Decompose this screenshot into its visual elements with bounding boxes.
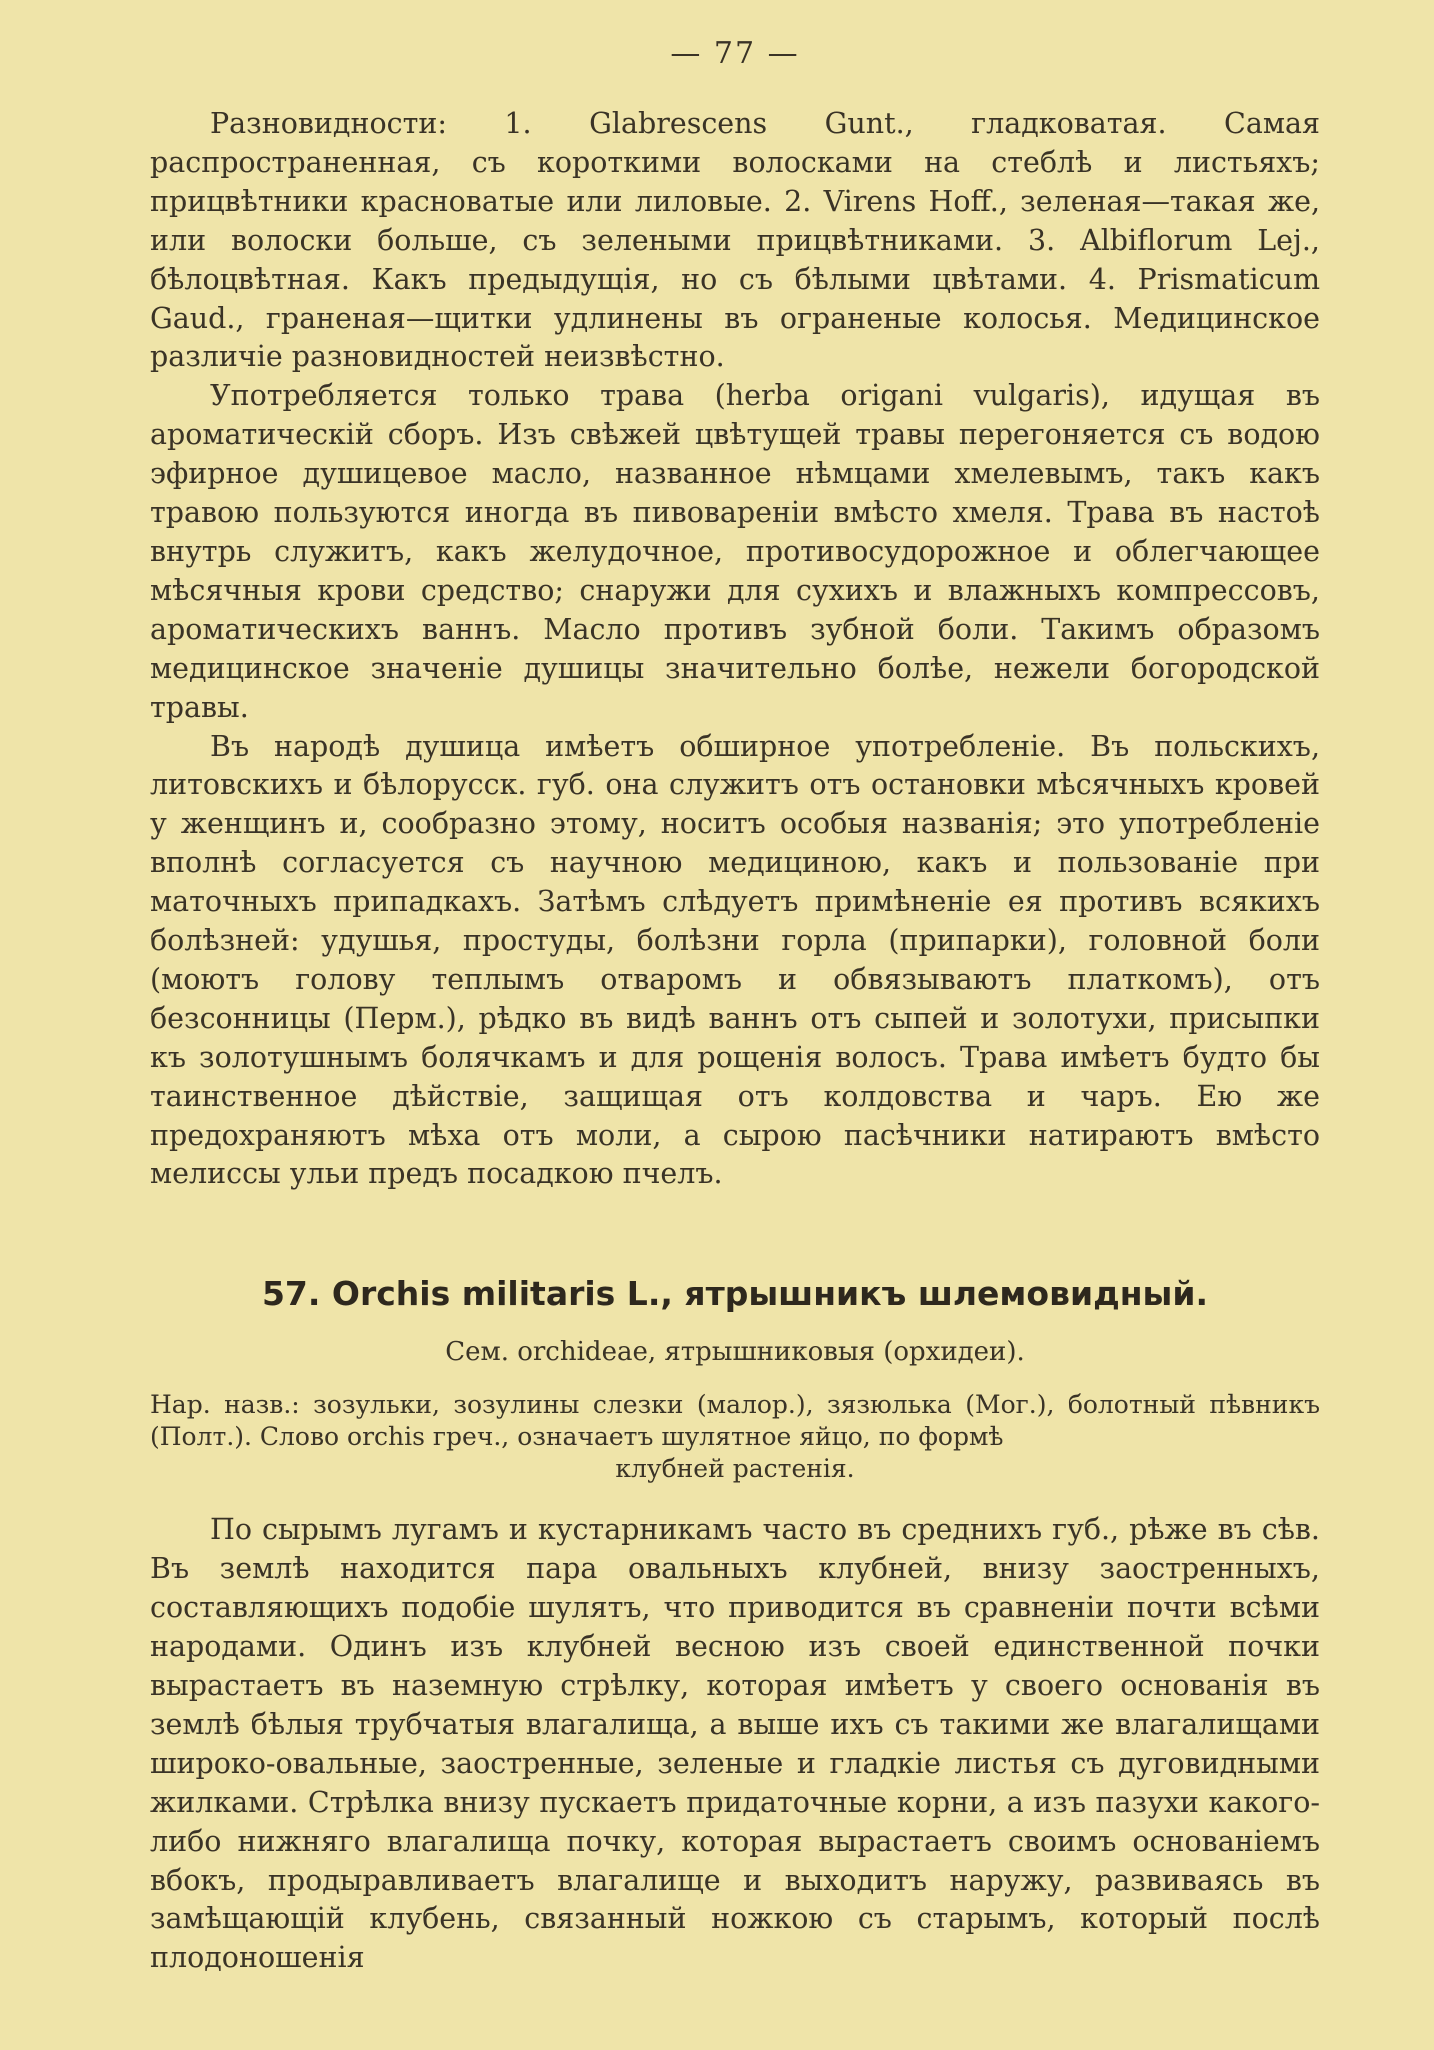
page-number: — 77 —	[670, 36, 800, 71]
page	[150, 36, 1320, 1978]
vernacular-text: Нар. назв.: зозульки, зозулины слезки (малор.), зязюлька (Мог.), болотный пѣвникъ (Полт.). Слово orchis греч., означаетъ шулятное яйцо, по формѣ	[150, 1390, 1320, 1452]
paragraph-varieties: Разновидности: 1. Glabrescens Gunt., гладковатая. Самая распространенная, съ короткими волосками на стеблѣ и листьяхъ; прицвѣтники красноватые или лиловые. 2. Virens Hoff., зеленая—такая же, или волоски больше, съ зелеными прицвѣтниками. 3. Albiflorum Lej., бѣлоцвѣтная. Какъ предыдущія, но съ бѣлыми цвѣтами. 4. Prismaticum Gaud., граненая—щитки удлинены въ ограненые колосья. Медицинское различіе разновидностей неизвѣстно.	[150, 107, 1320, 374]
paragraph-folk-usage: Въ народѣ душица имѣетъ обширное употребленіе. Въ польскихъ, литовскихъ и бѣлорусск. губ. она служитъ отъ остановки мѣсячныхъ кровей у женщинъ и, сообразно этому, носитъ особыя названія; это употребленіе вполнѣ согласуется съ научною медициною, какъ и пользованіе при маточныхъ припадкахъ. Затѣмъ слѣдуетъ примѣненіе ея противъ всякихъ болѣзней: удушья, простуды, болѣзни горла (припарки), головной боли (моютъ голову теплымъ отваромъ и обвязываютъ платкомъ), отъ безсонницы (Перм.), рѣдко въ видѣ ваннъ отъ сыпей и золотухи, присыпки къ золотушнымъ болячкамъ и для рощенія волосъ. Трава имѣетъ будто бы таинственное дѣйствіе, защищая отъ колдовства и чаръ. Ею же предохраняютъ мѣха отъ моли, а сырою пасѣчники натираютъ вмѣсто мелиссы ульи предъ посадкою пчелъ.	[150, 729, 1320, 1191]
section-heading: 57. Orchis militaris L., ятрышникъ шлемовидный.	[261, 1274, 1209, 1314]
paragraph-usage: Употребляется только трава (herba origani vulgaris), идущая въ ароматическій сборъ. Изъ свѣжей цвѣтущей травы перегоняется съ водою эфирное душицевое масло, названное нѣмцами хмелевымъ, такъ какъ травою пользуются иногда въ пивовареніи вмѣсто хмеля. Трава въ настоѣ внутрь служитъ, какъ желудочное, противосудорожное и облегчающее мѣсячныя крови средство; снаружи для сухихъ и влажныхъ компрессовъ, ароматическихъ ваннъ. Масло противъ зубной боли. Такимъ образомъ медицинское значеніе душицы значительно болѣе, нежели богородской травы.	[150, 379, 1320, 724]
family-line: Сем. orchideae, ятрышниковыя (орхидеи).	[445, 1337, 1025, 1368]
vernacular-text-end: клубней растенія.	[615, 1454, 855, 1484]
vernacular-names	[150, 1389, 1320, 1485]
paragraph-description: По сырымъ лугамъ и кустарникамъ часто въ среднихъ губ., рѣже въ сѣв. Въ землѣ находится пара овальныхъ клубней, внизу заостренныхъ, составляющихъ подобіе шулятъ, что приводится въ сравненіи почти всѣми народами. Одинъ изъ клубней весною изъ своей единственной почки вырастаетъ въ наземную стрѣлку, которая имѣетъ у своего основанія въ землѣ бѣлыя трубчатыя влагалища, а выше ихъ съ такими же влагалищами широко-овальные, заостренные, зеленые и гладкіе листья съ дуговидными жилками. Стрѣлка внизу пускаетъ придаточные корни, а изъ пазухи какого-либо нижняго влагалища почку, которая вырастаетъ своимъ основаніемъ вбокъ, продыравливаетъ влагалище и выходитъ наружу, развиваясь въ замѣщающій клубень, связанный ножкою съ старымъ, который послѣ плодоношенія	[150, 1513, 1320, 1975]
